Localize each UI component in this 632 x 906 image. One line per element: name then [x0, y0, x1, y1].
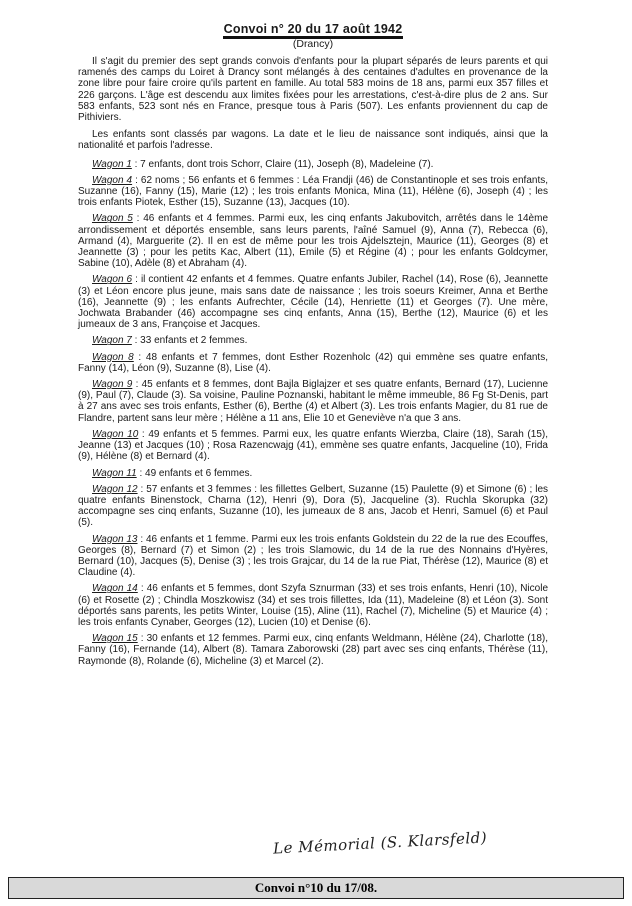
- wagon-text: : 48 enfants et 7 femmes, dont Esther Rozenholc (42) qui emmène ses quatre enfants, Fanny (14), Léon (9), Suzanne (8), Lise (4).: [78, 351, 548, 374]
- wagon-text: : il contient 42 enfants et 4 femmes. Quatre enfants Jubiler, Rachel (14), Rose (6), Jeannette (3) et Léon encore plus jeune, mais sans date de naissance ; les trois soeurs Kreimer, Anna et Berthe (16), Jeannette (9) ; les enfants Aufrechter, Cécile (14), Henriette (11) et Georges (7). Une mère, Jochwata Brabander (46) accompagne ses cinq enfants, Anna (15), Berthe (12), Maurice (6) et les jumeaux de 3 ans, Françoise et Jacques.: [78, 274, 549, 331]
- wagon-text: : 62 noms ; 56 enfants et 6 femmes : Léa Frandji (46) de Constantinople et ses trois enfants, Suzanne (16), Fanny (15), Marie (12) ; les trois enfants Monica, Mina (11), Hélène (6), Joseph (4) ; les trois enfants Piotek, Esther (15), Suzanne (13), Jacques (10).: [78, 174, 548, 209]
- wagon-text: : 57 enfants et 3 femmes : les fillettes Gelbert, Suzanne (15) Paulette (9) et Simone (6) ; les quatre enfants Binenstock, Charna (12), Henri (9), Dora (5), Jacqueline (3). Ruchla Skorupka (32) accompagne ses cinq enfants, Suzanne (10), les jumeaux de 8 ans, Jacob et Henri, Samuel (6) et Paul (5).: [78, 483, 549, 529]
- wagon-text: : 46 enfants et 4 femmes. Parmi eux, les cinq enfants Jakubovitch, arrêtés dans le 14ème arrondissement et déportés ensemble, sans leurs parents, l'aîné Samuel (9), Anna (7), Rebecca (6), Armand (4), Marguerite (2). Il en est de même pour les trois Ajdelsztejn, Maurice (11), Georges (8) et Jeannette (3) ; pour les petits Kac, Albert (11), Emile (5) et Régine (4) ; pour les enfants Goldcymer, Sabine (10), Adèle (8) et Abraham (4).: [78, 213, 549, 270]
- document-subtitle: (Drancy): [292, 38, 334, 50]
- intro-paragraph: Il s'agit du premier des sept grands convois d'enfants pour la plupart séparés de leurs parents et qui ramenés des camps du Loiret à Drancy sont mélangés à des centaines d'adultes en provenance de la zone libre pour faire croire qu'ils partent en famille. Au total 583 moins de 18 ans, parmi eux 357 filles et 226 garçons. L'âge est descendu aux limites fixées pour les arrestations, c'est-à-dire plus de 2 ans. Sur 583 enfants, 523 sont nés en France, presque tous à Paris (507). Les enfants proviennent du cap de Pithiviers.: [78, 56, 548, 124]
- wagon-entry: [78, 379, 548, 424]
- wagon-entry: [78, 583, 548, 628]
- wagon-text: : 46 enfants et 1 femme. Parmi eux les trois enfants Goldstein du 22 de la rue des Ecouffes, Georges (8), Bernard (7) et Simon (2) ; les trois Slamowic, du 14 de la rue des Nonnains d'Hyères, Bernard (10), Jacques (5), Denise (3) ; les trois Grajcar, du 14 de la rue Piat, Thérèse (12), Maurice (8) et Claudine (4).: [78, 533, 549, 579]
- wagon-entry: [78, 468, 548, 479]
- wagon-entry: [78, 429, 548, 463]
- wagon-text: : 45 enfants et 8 femmes, dont Bajla Biglajzer et ses quatre enfants, Bernard (17), Lucienne (9), Paul (7), Claude (3). Sa voisine, Pauline Poznanski, habitant le même immeuble, 86 Fg St-Denis, part à 27 ans avec ses trois enfants, Esther (6), Berthe (4) et Albert (3). Les trois enfants Magier, du 81 rue de Flandre, partent sans leur mère ; Hélène a 11 ans, Elie 10 et Geneviève n'a que 3 ans.: [78, 379, 549, 424]
- wagon-text: : 7 enfants, dont trois Schorr, Claire (11), Joseph (8), Madeleine (7).: [131, 158, 434, 170]
- wagon-text: : 46 enfants et 5 femmes, dont Szyfa Sznurman (33) et ses trois enfants, Henri (10), Nicole (6) et Rosette (2) ; Chindla Moszkowisz (34) et ses trois fillettes, Ida (11), Madeleine (8) et Léon (3). Sont déportés sans parents, les petits Winter, Louise (15), Aline (11), Rachel (7), Micheline (5) et Maurice (4) ; les trois enfants Cynaber, Georges (12), Lucien (10) et Denise (6).: [78, 583, 549, 628]
- signature: Le Mémorial (S. Klarsfeld): [272, 828, 488, 858]
- wagon-text: : 30 enfants et 12 femmes. Parmi eux, cinq enfants Weldmann, Hélène (24), Charlotte (18), Fanny (16), Fernande (14), Albert (8). Tamara Zaborowski (28) part avec ses cinq enfants, Thérèse (11), Raymonde (8), Rolande (6), Micheline (3) et Marcel (2).: [78, 633, 548, 667]
- wagon-entry: [78, 159, 548, 170]
- wagon-label: Wagon 4: [92, 174, 133, 186]
- wagon-entry: [78, 633, 548, 667]
- wagon-label: Wagon 14: [92, 583, 138, 595]
- wagon-label: Wagon 9: [92, 379, 133, 391]
- wagon-entry: [78, 352, 548, 374]
- wagon-entry: [78, 484, 548, 529]
- wagon-label: Wagon 15: [92, 633, 138, 645]
- wagon-entry: [78, 175, 548, 209]
- wagon-label: Wagon 8: [92, 351, 134, 363]
- caption-text: Convoi n°10 du 17/08.: [254, 880, 378, 895]
- wagon-entry: [78, 534, 548, 579]
- document-title: Convoi n° 20 du 17 août 1942: [223, 22, 403, 36]
- wagon-label: Wagon 10: [92, 428, 139, 440]
- wagon-label: Wagon 7: [92, 335, 132, 347]
- wagon-label: Wagon 6: [92, 274, 133, 286]
- scanned-document: [78, 22, 548, 868]
- wagon-text: : 49 enfants et 5 femmes. Parmi eux, les quatre enfants Wierzba, Claire (18), Sarah (15), Jeanne (13) et Jacques (10) ; Rosa Razencwajg (41), emmène ses quatre enfants, Jacqueline (10), Frida (9), Hélène (8) et Bernard (4).: [78, 428, 548, 463]
- wagon-label: Wagon 13: [92, 533, 138, 545]
- wagon-label: Wagon 1: [92, 158, 132, 170]
- wagon-entry: [78, 274, 548, 330]
- wagon-entry: [78, 213, 548, 269]
- intro-paragraph: Les enfants sont classés par wagons. La date et le lieu de naissance sont indiqués, ainsi que la nationalité et parfois l'adresse.: [78, 129, 548, 152]
- wagon-label: Wagon 5: [92, 213, 133, 225]
- wagon-text: : 49 enfants et 6 femmes.: [136, 467, 253, 479]
- wagon-text: : 33 enfants et 2 femmes.: [131, 335, 248, 347]
- caption-bar: [8, 877, 624, 899]
- wagon-label: Wagon 11: [92, 467, 137, 479]
- wagon-entry: [78, 335, 548, 346]
- wagon-label: Wagon 12: [92, 483, 138, 495]
- wagon-list: [78, 159, 548, 667]
